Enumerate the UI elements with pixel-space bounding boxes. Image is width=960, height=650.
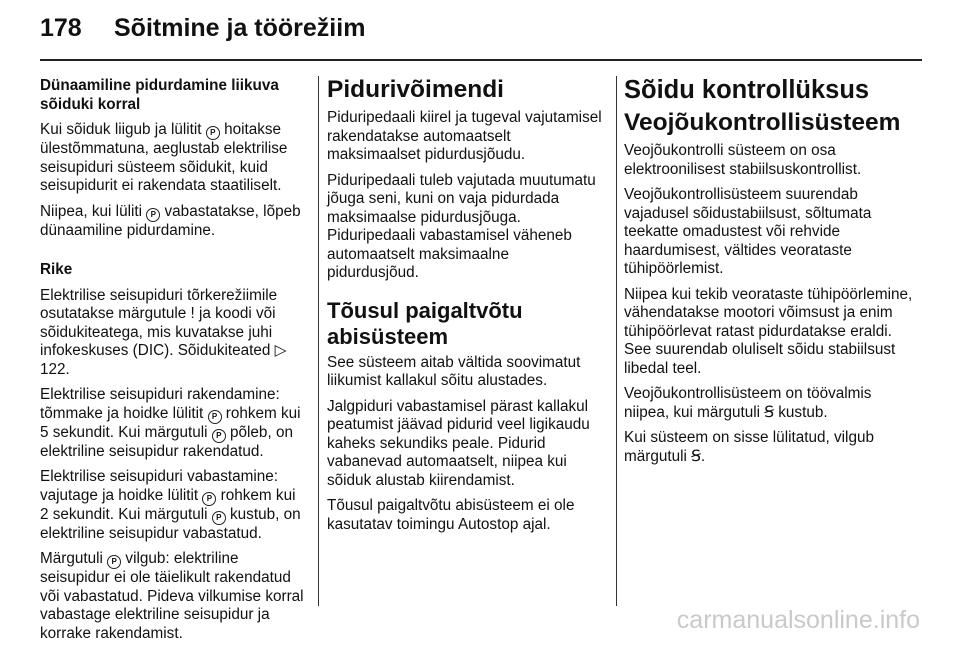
paragraph: See süsteem aitab vältida soovimatut liikumist kallakul sõitu alustades. bbox=[327, 353, 581, 389]
text: kustub, on elektriline seisupidur vabastatud. bbox=[40, 505, 301, 542]
paragraph: Jalgpiduri vabastamisel pärast kallakul peatumist jäävad pidurid veel ligikaudu kaheks sekundiks peale. Pidurid vabanevad automaatselt, niipea kui sõiduk alustab kiirendamist. bbox=[327, 397, 590, 489]
heading-hill-start-assist: Tõusul paigaltvõtu abisüsteem bbox=[327, 297, 523, 349]
subheading-dynamic-braking: Dünaamiline pidurdamine liikuva sõiduki korral bbox=[40, 77, 279, 113]
text: Veojõukontrollisüsteem on töövalmis niipea, kui märgutuli bbox=[624, 385, 872, 421]
text: Elektrilise seisupiduri vabastamine: vajutage ja hoidke lülitit bbox=[40, 468, 279, 504]
traction-control-icon: Ꞩ bbox=[764, 403, 775, 421]
text: . bbox=[700, 447, 706, 465]
column-2 bbox=[327, 76, 605, 541]
heading-driving-control: Sõidu kontrollüksus bbox=[624, 76, 870, 104]
paragraph: Veojõukontrolli süsteem on osa elektroonilisest stabiilsuskontrollist. bbox=[624, 142, 862, 178]
paragraph: Niipea kui tekib veorataste tühipöörlemine, vähendatakse mootori võimsust ja enim tühipöörlevat ratast pidurdatakse eraldi. See suurendab oluliselt sõidu stabiilsust libedal teel. bbox=[624, 285, 913, 377]
watermark: carmanualsonline.info bbox=[676, 606, 920, 634]
parking-brake-icon: P bbox=[212, 511, 226, 525]
parking-brake-icon: P bbox=[212, 429, 226, 443]
subheading-fault: Rike bbox=[40, 261, 73, 278]
column-divider-1 bbox=[318, 76, 319, 606]
column-divider-2 bbox=[616, 76, 617, 606]
text: Kui sõiduk liigub ja lülitit bbox=[40, 121, 202, 138]
page-header-title: Sõitmine ja töörežiim bbox=[114, 14, 366, 42]
text: põleb, on elektriline seisupidur rakendatud. bbox=[40, 423, 293, 460]
text: kustub. bbox=[778, 403, 828, 421]
parking-brake-icon: P bbox=[146, 208, 160, 222]
header-rule bbox=[40, 59, 922, 61]
text: Kui süsteem on sisse lülitatud, vilgub märgutuli bbox=[624, 429, 874, 465]
heading-traction-control: Veojõukontrollisüsteem bbox=[624, 109, 901, 136]
paragraph bbox=[624, 385, 914, 422]
heading-brake-assist: Pidurivõimendi bbox=[327, 76, 504, 103]
paragraph: Piduripedaali tuleb vajutada muutumatu jõuga seni, kuni on vaja pidurdada maksimaalse pidurdusjõuga. Piduripedaali vabastamisel väheneb automaatselt maksimaalne pidurdusjõud. bbox=[327, 171, 596, 281]
text: vilgub: elektriline seisupidur ei ole täielikult rakendatud või vabastatud. Pideva vilkumise korral vabastage elektriline seisupidur ja korrake rakendamist. bbox=[40, 550, 304, 642]
paragraph bbox=[40, 287, 306, 380]
parking-brake-icon: P bbox=[208, 410, 222, 424]
text: hoitakse ülestõmmatuna, aeglustab elektrilise seisupiduri süsteem sõidukit, kuid seisupidurit ei rakendata staatiliselt. bbox=[40, 121, 288, 194]
paragraph bbox=[624, 429, 914, 466]
paragraph: Veojõukontrollisüsteem suurendab vajadusel sõidustabiilsust, sõltumata teekatte omadustest või rehvide haardumisest, vältides veorataste tühipöörlemist. bbox=[624, 186, 872, 277]
fault-icon: ! bbox=[190, 305, 195, 322]
paragraph bbox=[40, 550, 306, 643]
paragraph: Tõusul paigaltvõtu abisüsteem ei ole kasutatav toimingu Autostop ajal. bbox=[327, 497, 575, 533]
text: vabastatakse, lõpeb dünaamiline pidurdamine. bbox=[40, 202, 301, 239]
paragraph bbox=[40, 386, 306, 461]
paragraph bbox=[40, 203, 306, 241]
parking-brake-icon: P bbox=[107, 555, 121, 569]
column-1 bbox=[40, 77, 306, 650]
parking-brake-icon: P bbox=[206, 126, 220, 140]
paragraph bbox=[40, 121, 306, 196]
reference-arrow-icon: ▷ bbox=[274, 342, 287, 359]
text: Märgutuli bbox=[40, 550, 103, 567]
traction-control-icon: Ꞩ bbox=[691, 447, 701, 465]
parking-brake-icon: P bbox=[202, 492, 216, 506]
page-reference[interactable]: 122. bbox=[40, 360, 70, 378]
text: rohkem kui 5 sekundit. Kui märgutuli bbox=[40, 404, 301, 441]
paragraph bbox=[40, 468, 306, 543]
text: ja koodi või sõidukiteatega, mis kuvatakse juhi infokeskuses (DIC). Sõidukiteated bbox=[40, 305, 276, 359]
paragraph: Piduripedaali kiirel ja tugeval vajutamisel rakendatakse automaatselt maksimaalset pidurdusjõudu. bbox=[327, 109, 602, 163]
page-number: 178 bbox=[40, 14, 82, 42]
column-3 bbox=[624, 76, 914, 473]
text: rohkem kui 2 sekundit. Kui märgutuli bbox=[40, 486, 296, 523]
text: Niipea, kui lüliti bbox=[40, 202, 143, 220]
text: Elektrilise seisupiduri rakendamine: tõmmake ja hoidke lülitit bbox=[40, 386, 280, 422]
spacer bbox=[40, 247, 306, 261]
text: Elektrilise seisupiduri tõrkerežiimile osutatakse märgutule bbox=[40, 286, 278, 322]
